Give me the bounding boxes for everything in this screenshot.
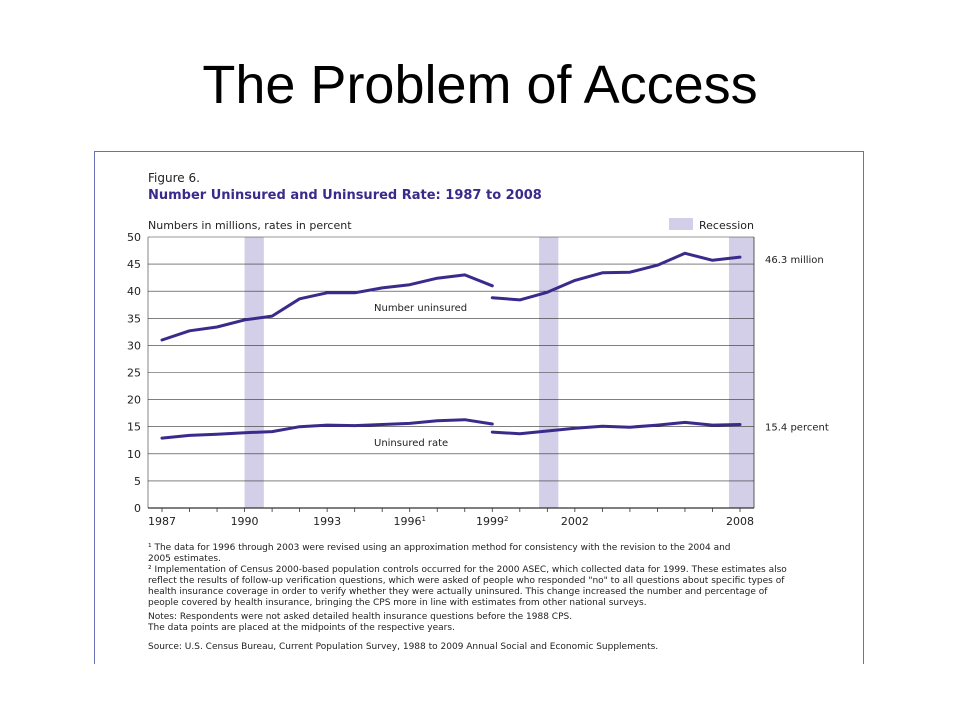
x-tick-label: 1999$^2$ [476,515,509,528]
units-note: Numbers in millions, rates in percent [148,219,352,232]
footnote-2-line-2: reflect the results of follow-up verification questions, which were asked of people who responded "no" to all questions about specific types of [148,576,785,586]
x-tick-label: 1990 [230,515,259,528]
notes-line-2: The data points are placed at the midpoints of the respective years. [148,623,455,633]
y-tick-label: 0 [134,502,141,515]
y-tick-label: 35 [127,312,141,326]
label-uninsured-rate: Uninsured rate [374,438,449,449]
series-line-2-segment-2 [492,422,740,433]
end-label-number: 46.3 million [765,255,824,267]
end-label-rate: 15.4 percent [765,422,829,434]
series-line-1-segment-2 [492,253,740,300]
y-tick-label: 25 [127,366,141,380]
y-tick-label: 40 [127,285,141,299]
x-tick-label: 2002 [560,515,589,528]
x-tick-label: 1993 [313,515,342,528]
y-tick-label: 10 [127,447,141,461]
y-tick-label: 5 [134,474,141,488]
footnote-2-line-4: people covered by health insurance, bringing the CPS more in line with estimates from other national surveys. [148,598,647,608]
recession-legend-label: Recession [699,219,754,232]
x-tick-label: 1987 [148,515,176,528]
label-number-uninsured: Number uninsured [374,303,468,314]
x-tick-label: 2008 [726,515,754,528]
source-line: Source: U.S. Census Bureau, Current Population Survey, 1988 to 2009 Annual Social and Economic Supplements. [148,642,659,652]
x-tick-label: 1996$^1$ [393,515,426,528]
figure-title: Number Uninsured and Uninsured Rate: 1987 to 2008 [148,188,542,203]
slide-title: The Problem of Access [202,55,758,115]
recession-legend-swatch [669,218,693,230]
uninsured-chart [95,152,863,664]
y-tick-label: 20 [127,393,141,407]
footnote-2-line-1: ² Implementation of Census 2000-based population controls occurred for the 2000 ASEC, which collected data for 1999. These estimates also [148,565,787,575]
axes [127,231,754,528]
y-tick-label: 30 [127,339,141,353]
footnote-1-line-1: ¹ The data for 1996 through 2003 were revised using an approximation method for consistency with the revision to the 2004 and [148,543,731,553]
y-tick-label: 50 [127,231,141,244]
y-tick-label: 45 [127,258,141,272]
notes-line-1: Notes: Respondents were not asked detailed health insurance questions before the 1988 CPS. [148,612,573,622]
footnotes [147,543,787,652]
series-line-2-segment-1 [162,420,492,438]
y-tick-label: 15 [127,420,141,434]
footnote-2-line-3: health insurance coverage in order to verify whether they were actually uninsured. This change increased the number and percentage of [148,587,768,597]
figure-number: Figure 6. [148,171,200,185]
figure-panel [94,151,864,664]
footnote-1-line-2: 2005 estimates. [148,554,221,564]
